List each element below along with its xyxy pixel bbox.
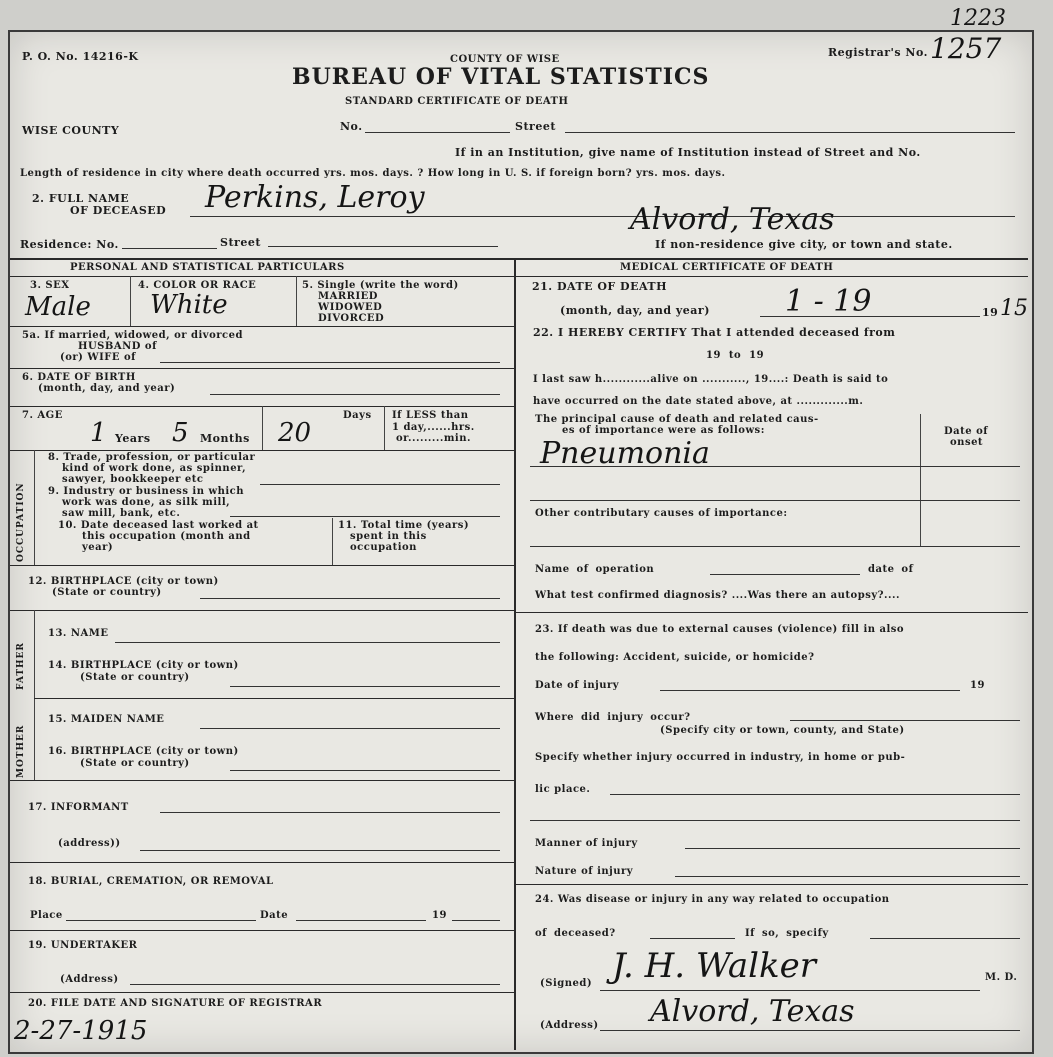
residence-city: Alvord, Texas — [630, 202, 835, 237]
single-label: 5. Single (write the word) — [302, 280, 459, 291]
date-onset-1: Date of — [944, 426, 989, 437]
burial-label: 18. BURIAL, CREMATION, OR REMOVAL — [28, 876, 274, 887]
dob-label-2: (month, day, and year) — [38, 383, 176, 394]
certify-text: 22. I HEREBY CERTIFY That I attended deceased from — [533, 326, 896, 339]
manner-label: Manner of injury — [535, 838, 638, 849]
medical-heading: MEDICAL CERTIFICATE OF DEATH — [620, 262, 834, 273]
signed-label: (Signed) — [540, 978, 593, 989]
informant-label: 17. INFORMANT — [28, 802, 129, 813]
occ-10c: year) — [82, 542, 114, 553]
mother-birthplace-2: (State or country) — [80, 758, 190, 769]
occ-8b: kind of work done, as spinner, — [62, 463, 247, 474]
widowed-label: WIDOWED — [318, 302, 383, 313]
external-2: the following: Accident, suicide, or homicide? — [535, 652, 815, 663]
occ-11b: spent in this — [350, 531, 427, 542]
cause-value: Pneumonia — [540, 436, 710, 471]
institution-note: If in an Institution, give name of Institution instead of Street and No. — [455, 146, 921, 159]
spouse-label-2: HUSBAND of — [78, 341, 157, 352]
days-label: Days — [343, 410, 372, 421]
age-months: 5 — [172, 418, 189, 448]
min-label: or.........min. — [396, 433, 471, 444]
months-label: Months — [200, 432, 250, 445]
date-onset-2: onset — [950, 437, 984, 448]
registrar-number: 1257 — [930, 32, 1002, 65]
full-name-label-2: OF DECEASED — [70, 204, 167, 217]
test-label: What test confirmed diagnosis? ....Was there an autopsy?.... — [535, 590, 900, 601]
mother-birthplace-1: 16. BIRTHPLACE (city or town) — [48, 746, 239, 757]
from-to-text: 19 to 19 — [706, 350, 765, 361]
occ-8c: sawyer, bookkeeper etc — [62, 474, 204, 485]
hrs-label: 1 day,......hrs. — [392, 422, 475, 433]
where-label: Where did injury occur? — [535, 712, 691, 723]
dod-value: 1 - 19 — [785, 284, 872, 319]
occ-10a: 10. Date deceased last worked at — [58, 520, 259, 531]
father-birthplace-1: 14. BIRTHPLACE (city or town) — [48, 660, 239, 671]
age-years: 1 — [90, 418, 107, 448]
sex-label: 3. SEX — [30, 280, 70, 291]
street-label: Street — [515, 120, 556, 133]
father-birthplace-2: (State or country) — [80, 672, 190, 683]
where-sublabel: (Specify city or town, county, and State) — [660, 725, 905, 736]
occupation-24a: 24. Was disease or injury in any way related to occupation — [535, 894, 890, 905]
occ-9b: work was done, as silk mill, — [62, 497, 231, 508]
county-of-wise: COUNTY OF WISE — [450, 54, 560, 65]
color-label: 4. COLOR OR RACE — [138, 280, 257, 291]
residence-street-label: Street — [220, 236, 261, 249]
physician-address-label: (Address) — [540, 1020, 599, 1031]
no-label: No. — [340, 120, 363, 133]
file-date-label: 20. FILE DATE AND SIGNATURE OF REGISTRAR — [28, 998, 323, 1009]
county-label: WISE COUNTY — [22, 124, 120, 137]
registrar-number-top: 1223 — [950, 6, 1006, 31]
specify-2: lic place. — [535, 784, 591, 795]
physician-signature: J. H. Walker — [612, 946, 816, 986]
mother-maiden-label: 15. MAIDEN NAME — [48, 714, 165, 725]
injury-year: 19 — [970, 680, 985, 691]
nature-label: Nature of injury — [535, 866, 634, 877]
cause-text-2: es of importance were as follows: — [562, 425, 765, 436]
informant-address-label: (address)) — [58, 838, 121, 849]
color-value: White — [150, 290, 228, 320]
burial-year-label: 19 — [432, 910, 447, 921]
married-label: MARRIED — [318, 291, 378, 302]
age-label: 7. AGE — [22, 410, 63, 421]
sex-value: Male — [25, 292, 91, 322]
non-residence-note: If non-residence give city, or town and state. — [655, 238, 953, 251]
birthplace-label-2: (State or country) — [52, 587, 162, 598]
dod-sublabel: (month, day, and year) — [560, 304, 710, 317]
spouse-label-3: (or) WIFE of — [60, 352, 136, 363]
md-label: M. D. — [985, 972, 1018, 983]
cause-text-1: The principal cause of death and related caus- — [535, 414, 819, 425]
deceased-name: Perkins, Leroy — [205, 180, 425, 215]
father-name-label: 13. NAME — [48, 628, 109, 639]
last-saw-text: I last saw h............alive on ..........., 19....: Death is said to — [533, 374, 889, 385]
injury-date-label: Date of injury — [535, 680, 620, 691]
registrar-label: Registrar's No. — [828, 46, 928, 59]
undertaker-address-label: (Address) — [60, 974, 119, 985]
page-title: BUREAU OF VITAL STATISTICS — [292, 64, 710, 90]
full-name-label: 2. FULL NAME — [32, 192, 130, 205]
personal-heading: PERSONAL AND STATISTICAL PARTICULARS — [70, 262, 345, 273]
occurred-text: have occurred on the date stated above, at .............m. — [533, 396, 864, 407]
mother-side-label: MOTHER — [16, 724, 26, 778]
occ-11a: 11. Total time (years) — [338, 520, 470, 531]
age-days: 20 — [278, 418, 312, 448]
operation-label: Name of operation — [535, 564, 655, 575]
occupation-side-label: OCCUPATION — [16, 482, 26, 562]
years-label: Years — [115, 432, 151, 445]
specify-1: Specify whether injury occurred in industry, in home or pub- — [535, 752, 906, 763]
po-number: P. O. No. 14216-K — [22, 50, 139, 63]
other-causes: Other contributary causes of importance: — [535, 508, 788, 519]
burial-date-label: Date — [260, 910, 289, 921]
physician-address: Alvord, Texas — [650, 994, 855, 1029]
place-label: Place — [30, 910, 63, 921]
operation-date-label: date of — [868, 564, 914, 575]
occupation-24b: of deceased? — [535, 928, 616, 939]
external-1: 23. If death was due to external causes (violence) fill in also — [535, 624, 905, 635]
file-date-value: 2-27-1915 — [14, 1016, 148, 1046]
occ-10b: this occupation (month and — [82, 531, 251, 542]
father-side-label: FATHER — [16, 642, 26, 690]
spouse-label-1: 5a. If married, widowed, or divorced — [22, 330, 243, 341]
undertaker-label: 19. UNDERTAKER — [28, 940, 138, 951]
divorced-label: DIVORCED — [318, 313, 385, 324]
less-than-label: If LESS than — [392, 410, 469, 421]
dod-year-prefix: 19 — [982, 306, 999, 319]
occ-9c: saw mill, bank, etc. — [62, 508, 181, 519]
occ-8a: 8. Trade, profession, or particular — [48, 452, 256, 463]
occ-9a: 9. Industry or business in which — [48, 486, 245, 497]
residence-label: Residence: No. — [20, 238, 119, 251]
dod-label: 21. DATE OF DEATH — [532, 280, 667, 293]
if-so-label: If so, specify — [745, 928, 829, 939]
birthplace-label-1: 12. BIRTHPLACE (city or town) — [28, 576, 219, 587]
occ-11c: occupation — [350, 542, 417, 553]
page-subtitle: STANDARD CERTIFICATE OF DEATH — [345, 96, 569, 107]
dod-year-value: 15 — [1000, 296, 1028, 321]
residence-length: Length of residence in city where death occurred yrs. mos. days. ? How long in U. S. if foreign born? yrs. mos. days. — [20, 168, 726, 179]
dob-label-1: 6. DATE OF BIRTH — [22, 372, 136, 383]
